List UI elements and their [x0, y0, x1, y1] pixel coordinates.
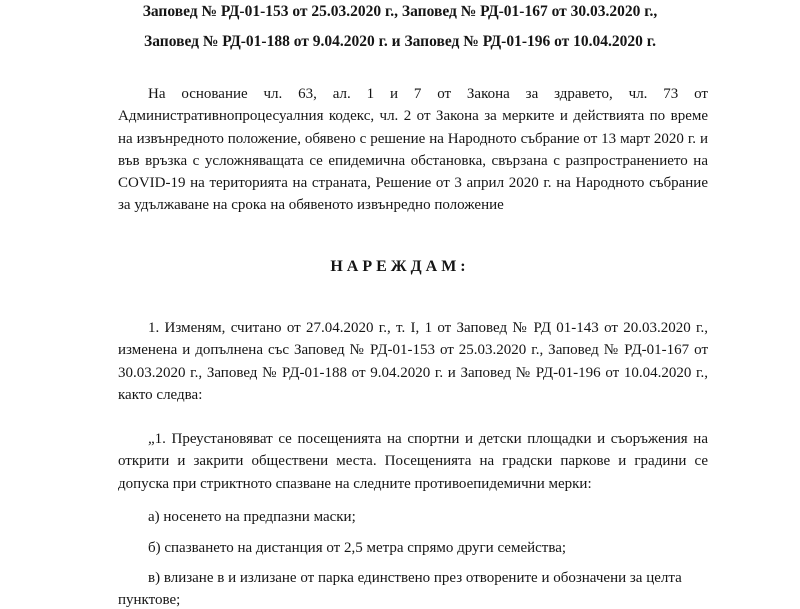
measure-a: а) носенето на предпазни маски;	[148, 509, 356, 525]
section-1-paragraph	[118, 317, 708, 406]
section-1-quote: „1. Преустановяват се посещенията на спортни и детски площадки и съоръжения на открити и закрити обществени места. Посещенията на градски паркове и градини се допуска при стриктното спазване на следните противоепидемични мерки:	[118, 431, 708, 492]
header-line-2: Заповед № РД-01-188 от 9.04.2020 г. и Заповед № РД-01-196 от 10.04.2020 г.	[144, 33, 656, 50]
header-line-1: Заповед № РД-01-153 от 25.03.2020 г., Заповед № РД-01-167 от 30.03.2020 г.,	[142, 3, 658, 20]
measure-c-continued: пунктове;	[118, 592, 181, 608]
order-heading: НАРЕЖДАМ:	[330, 258, 470, 275]
measure-c: в) влизане в и излизане от парка единствено през отворените и обозначени за целта	[148, 570, 682, 586]
measure-b: б) спазването на дистанция от 2,5 метра спрямо други семейства;	[148, 540, 567, 556]
section-1-number: 1.	[148, 320, 160, 336]
section-1-text: Изменям, считано от 27.04.2020 г., т. I, 1 от Заповед № РД 01-143 от 20.03.2020 г., изменена и допълнена със Заповед № РД-01-153 от 25.03.2020 г., Заповед № РД-01-167 от 30.03.2020 г., Заповед № РД-01-188 от 9.04.2020 г. и Заповед № РД-01-196 от 10.04.2020 г., както следва:	[118, 320, 708, 403]
preamble-paragraph: На основание чл. 63, ал. 1 и 7 от Закона за здравето, чл. 73 от Административнопроцесуалния кодекс, чл. 2 от Закона за мерките и действията по време на извънредното положение, обявено с решение на Народното събрание от 13 март 2020 г. и във връзка с усложняващата се епидемична обстановка, свързана с разпространението на COVID-19 на територията на страната, Решение от 3 април 2020 г. на Народното събрание за удължаване на срока на обявеното извънредно положение	[118, 86, 708, 214]
